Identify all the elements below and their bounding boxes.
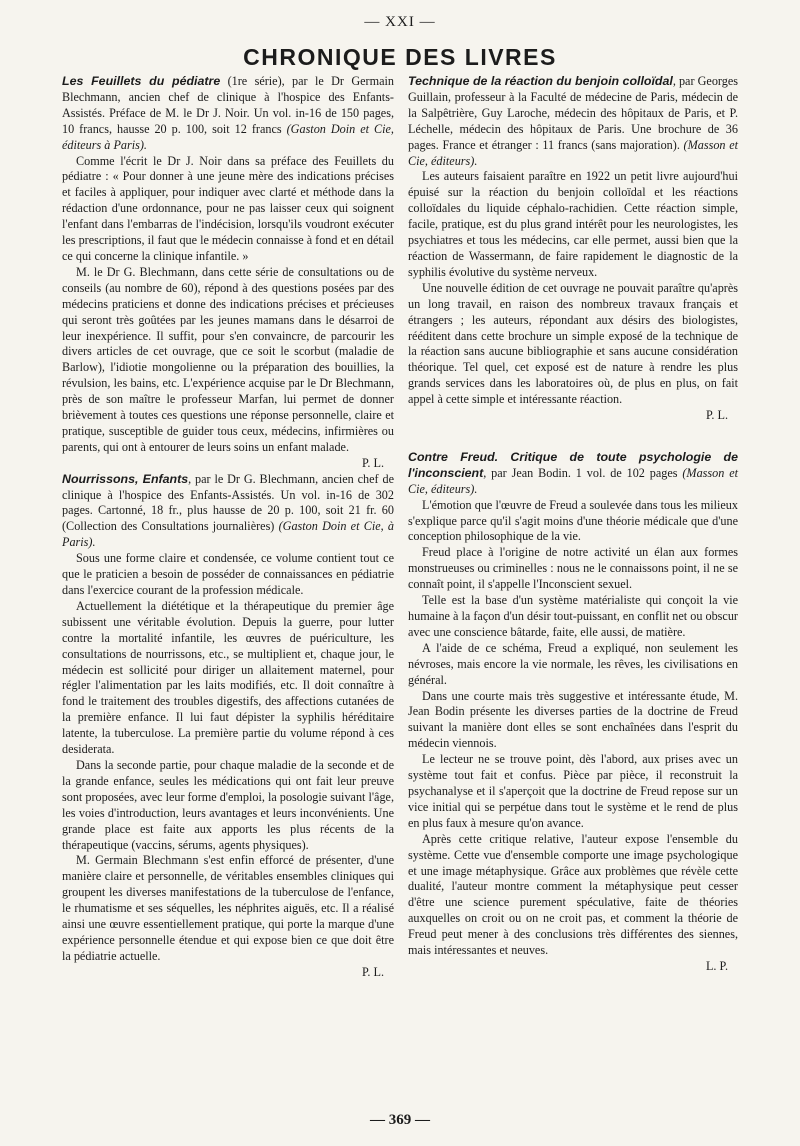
page-number: — 369 — (370, 1112, 430, 1128)
reviewer-signature: P. L. (705, 408, 728, 423)
review-header (62, 74, 394, 154)
right-column (408, 74, 738, 975)
book-details: (1re série), par le Dr Germain Blechmann, ancien chef de clinique à l'hospice des Enfants-Assistés. Préface de M. le Dr J. Noir. Un vol. in-16 de 150 pages, 10 francs, hausse 20 p. 100, soit 12 francs (62, 74, 394, 136)
roman-folio: — XXI — (364, 14, 436, 30)
publisher: (Gaston Doin et Cie, à Paris). (62, 519, 394, 550)
review-separator (408, 424, 738, 450)
review-nourrissons (62, 472, 394, 981)
review-paragraph: Dans une courte mais très suggestive et intéressante étude, M. Jean Bodin présente les diverses parties de la doctrine de Freud suivant la manière dont elles se sont enchaînées dans l'esprit du médecin viennois. (408, 688, 738, 751)
review-paragraph: Les auteurs faisaient paraître en 1922 un petit livre aujourd'hui épuisé sur la réaction du benjoin colloïdal et les réactions colloïdales du liquide céphalo-rachidien. Cette réaction simple, facile, pratique, est du plus grand intérêt pour les neurologistes, les psychiatres et tous les médecins, car elle permet, aussi bien que la réaction de Wassermann, de faire rapidement le diagnostic de la syphilis évolutive du système nerveux. (408, 169, 738, 279)
publisher: (Masson et Cie, éditeurs). (408, 137, 738, 168)
review-paragraph: Freud place à l'origine de notre activité un élan aux formes monstrueuses ou criminelles : nous ne le connaissons point, il ne se connaît point, il s'appelle l'Inconscient sexuel. (408, 545, 738, 592)
review-paragraph: Après cette critique relative, l'auteur expose l'ensemble du système. Cette vue d'ensemble comporte une image psychologique et une image métaphysique. Grâce aux problèmes que révèle cette dualité, l'auteur montre comment la métaphysique peut cesser d'être une science purement spéculative, faite de théories auxquelles on croit ou on ne croit pas, et comment la théorie de Freud peut mener à des conclusions très différentes des siennes, mais intéressantes et neuves. (408, 831, 738, 958)
review-header (408, 450, 738, 498)
review-paragraph: L'émotion que l'œuvre de Freud a soulevée dans tous les milieux s'explique parce qu'il s'agit moins d'une théorie médicale que d'une conception philosophique de la vie. (408, 497, 738, 544)
review-paragraph: M. Germain Blechmann s'est enfin efforcé de présenter, d'une manière claire et personnelle, de véritables ensembles cliniques qui groupent les diverses manifestations de la tuberculose de l'enfance, le rhumatisme et ses séquelles, les néphrites aiguës, etc. Il a réalisé ainsi une œuvre essentiellement pratique, qui porte la marque d'une expérience personnelle étendue et qui expose bien ce que doit être la pédiatrie actuelle. (62, 853, 394, 963)
review-paragraph: Telle est la base d'un système matérialiste qui conçoit la vie humaine à la façon d'un désir tout-puissant, en conflit net ou obscur avec une conscience bâtarde, faite, elle aussi, de matière. (408, 593, 738, 639)
review-feuillets (62, 74, 394, 472)
book-title: Technique de la réaction du benjoin colloïdal (408, 74, 673, 88)
review-paragraph: M. le Dr G. Blechmann, dans cette série de consultations ou de conseils (au nombre de 60), répond à des questions posées par des médecins praticiens et donne des indications précises et précieuses qui seront très goûtées par les jeunes mamans dans le désarroi de leur inexpérience. Il suffit, pour s'en convaincre, de parcourir les divers articles de cet ouvrage, que ce soit le scorbut (maladie de Barlow), l'idiotie mongolienne ou la préparation des bouillies, la révulsion, les bains, etc. L'expérience acquise par le Dr Blechmann, près de son maître le professeur Marfan, lui permet de donner brièvement à toutes ces questions une réponse personnelle, claire et pratique, susceptible de guider tous ceux, médecins, infirmières ou parents, qui ont à entourer de leurs soins un enfant malade. (62, 264, 394, 454)
review-contre-freud (408, 450, 738, 975)
publisher: (Gaston Doin et Cie, éditeurs à Paris). (62, 121, 394, 152)
reviewer-signature: L. P. (705, 958, 728, 973)
book-details: , par Georges Guillain, professeur à la Faculté de médecine de Paris, médecin de la Salpêtrière, Guy Laroche, médecin des hôpitaux de Paris, et P. Léchelle, médecin des hôpitaux de Paris. Une brochure de 36 pages. France et étranger : 11 francs (sans majoration). (408, 74, 738, 152)
review-benjoin (408, 74, 738, 424)
publisher: (Masson et Cie, éditeurs). (408, 465, 738, 496)
left-column (62, 74, 394, 981)
book-details: , par Jean Bodin. 1 vol. de 102 pages (483, 465, 683, 480)
review-paragraph: Le lecteur ne se trouve point, dès l'abord, aux prises avec un système tout fait et confus. Pièce par pièce, il reconstruit la psychanalyse et il s'aperçoit que la doctrine de Freud repose sur un vice initial qui se perpétue dans tout le système et le rend de plus en plus faux à mesure qu'on avance. (408, 752, 738, 830)
review-paragraph: Comme l'écrit le Dr J. Noir dans sa préface des Feuillets du pédiatre : « Pour donner à une jeune mère des indications précises et faciles à appliquer, pour indiquer avec clarté et méthode dans la rédaction d'une ordonnance, pour ne pas laisser ceux qui soignent l'enfant dans l'embarras de l'indécision, lorsqu'ils voudront exécuter les prescriptions, il faut que le médecin connaisse à fond et en détail ce qui concerne la clinique infantile. » (62, 153, 394, 263)
review-paragraph: Sous une forme claire et condensée, ce volume contient tout ce que le praticien a besoin de posséder de connaissances en pédiatrie dans l'exercice courant de la profession médicale. (62, 551, 394, 597)
book-title: Les Feuillets du pédiatre (62, 74, 221, 88)
review-paragraph: Dans la seconde partie, pour chaque maladie de la seconde et de la grande enfance, seules les médications qui ont fait leur preuve sont proposées, avec leur forme d'emploi, la posologie suivant l'âge, les voies d'introduction, leurs avantages et leurs inconvénients. Une grande place est faite aux apports les plus récents de la thérapeutique (vaccins, sérums, agents physiques). (62, 757, 395, 852)
book-title: Contre Freud. Critique de toute psychologie de l'inconscient (408, 449, 738, 480)
book-details: , par le Dr G. Blechmann, ancien chef de clinique à l'hospice des Enfants-Assistés. Un vol. in-16 de 302 pages. Cartonné, 18 fr., plus hausse de 20 p. 100, soit 21 fr. 60 (Collection des Consultations journalières) (62, 471, 394, 534)
reviewer-signature: P. L. (361, 964, 384, 979)
reviewer-signature: P. L. (361, 455, 384, 470)
review-paragraph: Actuellement la diététique et la thérapeutique du premier âge subissent une véritable évolution. Depuis la guerre, pour lutter contre la mortalité infantile, les œuvres de puériculture, les consultations de nourrissons, etc., se multiplient et, chaque jour, le médecin est sollicité pour diriger un allaitement maternel, pour régler l'alimentation par les laits modifiés, etc. Il doit connaître à fond le traitement des troubles digestifs, des affections cutanées de la première enfance. Il lui faut dépister la syphilis héréditaire latente, la tuberculose. La première partie du volume répond à ces desiderata. (62, 598, 394, 757)
section-heading: CHRONIQUE DES LIVRES (243, 44, 557, 70)
review-paragraph: Une nouvelle édition de cet ouvrage ne pouvait paraître qu'après un long travail, en raison des nombreux travaux français et étrangers ; les auteurs, répondant aux désirs des biologistes, rééditent dans cette brochure un simple exposé de la technique de la réaction sans aucune bibliographie et sans aucune considération théorique. Tel quel, cet exposé est de nature à rendre les plus grands services dans les laboratoires où, de plus en plus, on fait appel à cette simple et intéressante réaction. (408, 280, 738, 407)
review-header (62, 472, 394, 552)
book-title: Nourrissons, Enfants (62, 471, 189, 486)
review-paragraph: A l'aide de ce schéma, Freud a expliqué, non seulement les névroses, mais encore la vie normale, les rêves, les civilisations en général. (408, 640, 738, 687)
review-header (408, 74, 738, 169)
